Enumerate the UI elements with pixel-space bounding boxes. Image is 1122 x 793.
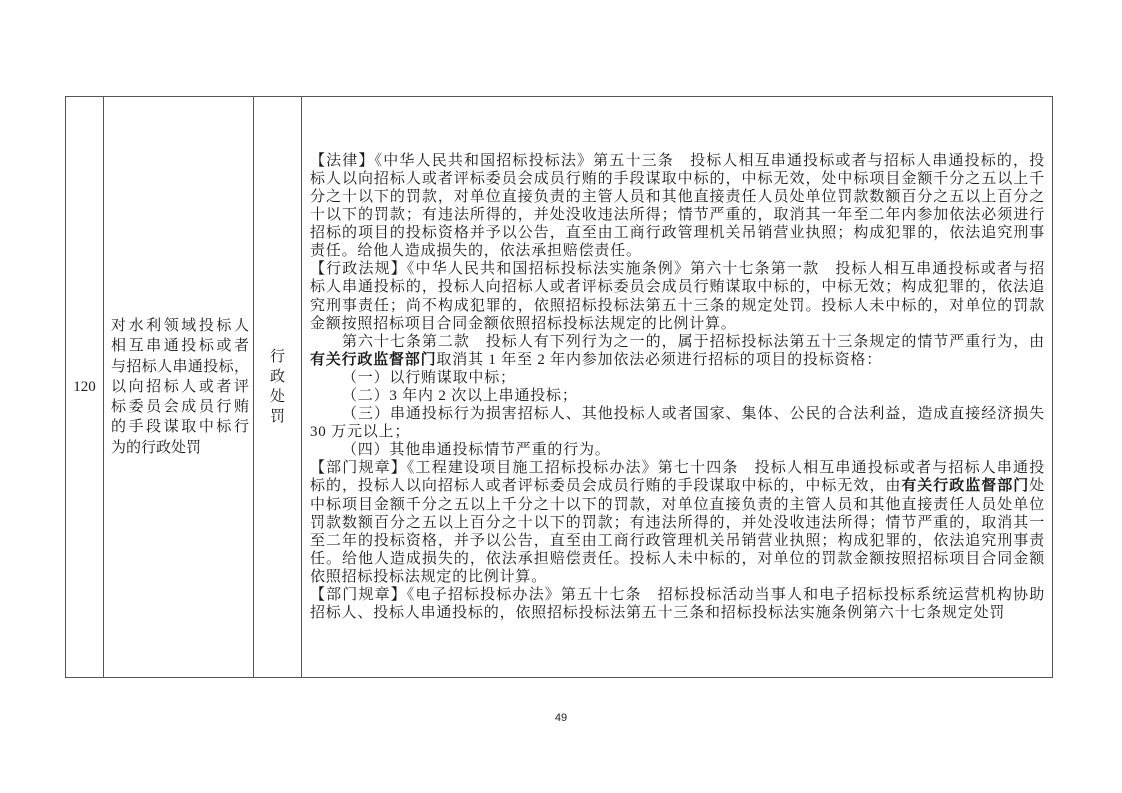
- basis-regulation-clause2-paragraph: [310, 333, 1045, 369]
- rule1-authority: 有关行政监督部门: [901, 478, 1030, 495]
- clause2-text-before: 第六十七条第二款 投标人有下列行为之一的，属于招标投标法第五十三条规定的情节严重行为，由: [342, 333, 1045, 350]
- penalty-type-cell: [253, 97, 301, 677]
- item-number: 120: [73, 378, 96, 395]
- basis-list-item: （二）3 年内 2 次以上串通投标；: [342, 388, 578, 404]
- penalty-type: 行政处罚: [269, 349, 285, 425]
- rule1-text-before: 【部门规章】《工程建设项目施工招标投标办法》第七十四条 投标人相互串通投标或者与招标人串通投标的，投标人以向招标人或者评标委员会成员行贿的手段谋取中标的，中标无效，由: [310, 460, 1045, 495]
- basis-regulation-paragraph: 【行政法规】《中华人民共和国招标投标法实施条例》第六十七条第一款 投标人相互串通投标或者与招标人串通投标的，投标人向招标人或者评标委员会成员行贿谋取中标的，中标无效；构成犯罪的，依法追究刑事责任；尚不构成犯罪的，依照招标投标法第五十三条的规定处罚。投标人未中标的，对单位的罚款金额按照招标项目合同金额依照招标投标法规定的比例计算。: [310, 261, 1045, 332]
- basis-list-item: （一）以行贿谋取中标；: [342, 369, 516, 386]
- item-name-line: 为的行政处罚: [111, 439, 202, 456]
- basis-department-rule-paragraph: 【部门规章】《电子招标投标办法》第五十七条 招标投标活动当事人和电子招标投标系统运营机构协助招标人、投标人串通投标的，依照招标投标法第五十三条和招标投标法实施条例第六十七条规定处罚: [310, 587, 1045, 622]
- item-name-line: 与招标人串通投标，: [111, 358, 249, 375]
- item-number-cell: [66, 97, 103, 677]
- item-name-line: 标委员会成员行贿: [111, 399, 249, 416]
- basis-law-paragraph: 【法律】《中华人民共和国招标投标法》第五十三条 投标人相互串通投标或者与招标人串通投标的，投标人以向招标人或者评标委员会成员行贿的手段谋取中标的，中标无效，处中标项目金额千分之五以上千分之十以下的罚款，对单位直接负责的主管人员和其他直接责任人员处单位罚款数额百分之五以上百分之十以下的罚款；有违法所得的，并处没收违法所得；情节严重的，取消其一年至二年内参加依法必须进行招标的项目的投标资格并予以公告，直至由工商行政管理机关吊销营业执照；构成犯罪的，依法追究刑事责任。给他人造成损失的，依法承担赔偿责任。: [310, 152, 1045, 260]
- page-number: 49: [554, 712, 568, 724]
- basis-list-item: （四）其他串通投标情节严重的行为。: [342, 442, 611, 459]
- basis-list-item: （三）串通投标行为损害招标人、其他投标人或者国家、集体、公民的合法利益，造成直接经济损失 30 万元以上；: [310, 406, 1045, 441]
- item-name-cell: [103, 97, 253, 677]
- clause2-text-after: 取消其 1 年至 2 年内参加依法必须进行招标的项目的投标资格：: [436, 351, 883, 368]
- legal-basis-cell: [301, 97, 1052, 677]
- item-name-line: 对水利领域投标人: [111, 318, 249, 335]
- penalty-table: [65, 96, 1053, 678]
- item-name-line: 以向招标人或者评: [111, 378, 249, 395]
- rule1-text-after: 处中标项目金额千分之五以上千分之十以下的罚款，对单位直接负责的主管人员和其他直接责任人员处单位罚款数额百分之五以上百分之十以下的罚款；有违法所得的，并处没收违法所得；情节严重的，取消其一至二年的投标资格，并予以公告，直至由工商行政管理机关吊销营业执照；构成犯罪的，依法追究刑事责任。给他人造成损失的，依法承担赔偿责任。投标人未中标的，对单位的罚款金额按照招标项目合同金额依照招标投标法规定的比例计算。: [310, 478, 1045, 585]
- clause2-authority: 有关行政监督部门: [310, 351, 437, 368]
- item-name-line: 的手段谋取中标行: [111, 419, 249, 436]
- legal-basis-text: [310, 152, 1045, 622]
- item-name: [111, 316, 249, 457]
- item-name-line: 相互串通投标或者: [111, 338, 249, 355]
- basis-department-rule-paragraph: [310, 459, 1045, 586]
